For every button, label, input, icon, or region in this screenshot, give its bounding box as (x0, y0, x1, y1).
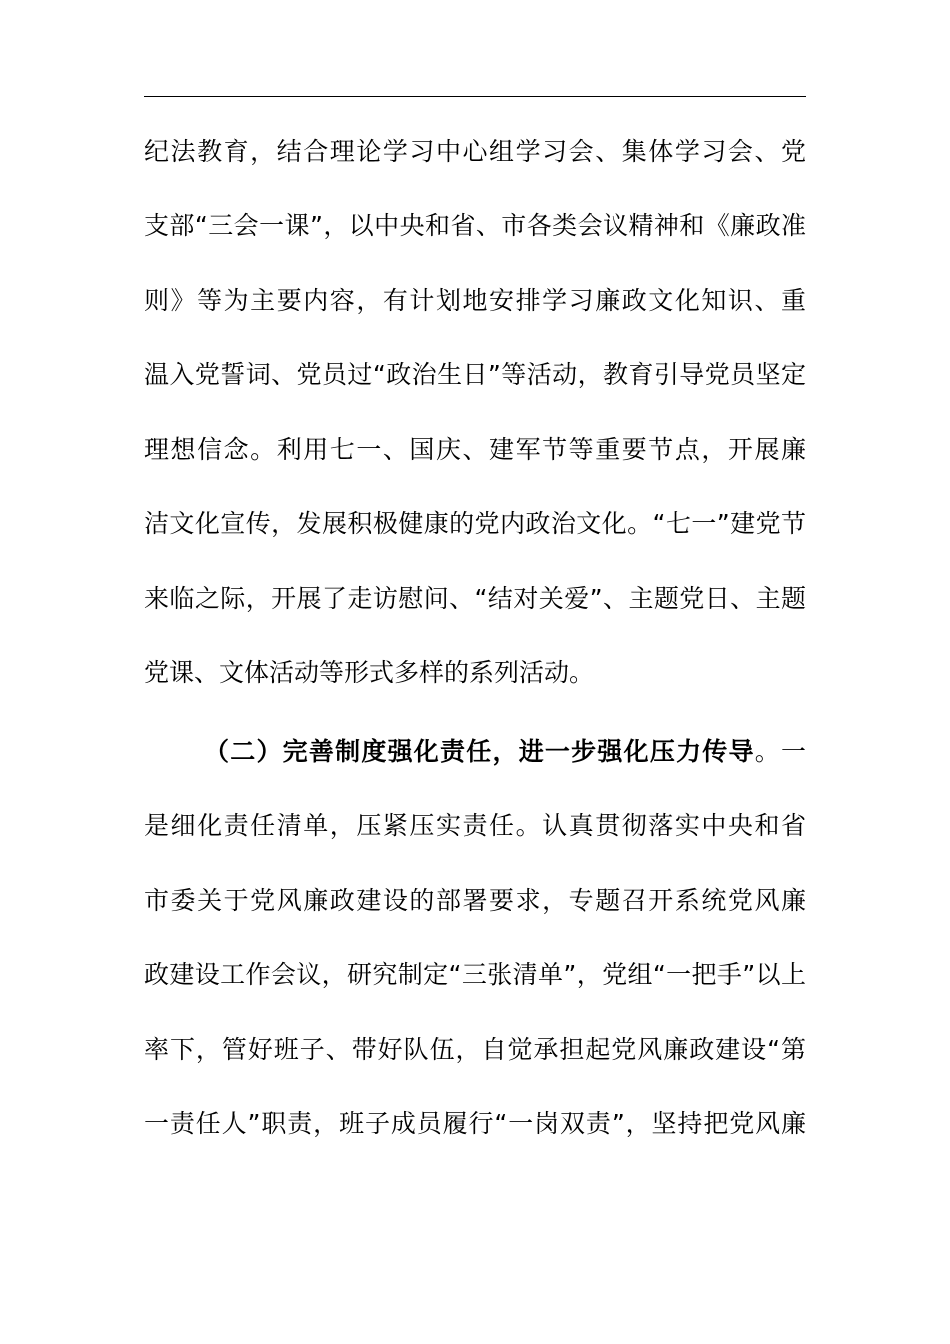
text-line: 党课、文体活动等形式多样的系列活动。 (144, 658, 595, 687)
text-line: 一责任人”职责，班子成员履行“一岗双责”，坚持把党风廉 (144, 1109, 806, 1138)
text-line: 市委关于党风廉政建设的部署要求，专题召开系统党风廉 (144, 886, 806, 915)
section-heading: （二）完善制度强化责任，进一步强化压力传导 (204, 737, 755, 766)
text-line: 是细化责任清单，压紧压实责任。认真贯彻落实中央和省 (144, 811, 806, 840)
text-line: 理想信念。利用七一、国庆、建军节等重要节点，开展廉 (144, 435, 806, 464)
text-line: 洁文化宣传，发展积极健康的党内政治文化。“七一”建党节 (144, 509, 806, 538)
text-line: 则》等为主要内容，有计划地安排学习廉政文化知识、重 (144, 286, 806, 315)
text-line: 纪法教育，结合理论学习中心组学习会、集体学习会、党 (144, 137, 806, 166)
section-heading-tail: 。一 (754, 737, 806, 766)
section-heading-line (204, 735, 806, 769)
text-line: 率下，管好班子、带好队伍，自觉承担起党风廉政建设“第 (144, 1035, 806, 1064)
text-line: 支部“三会一课”，以中央和省、市各类会议精神和《廉政准 (144, 211, 806, 240)
text-line: 温入党誓词、党员过“政治生日”等活动，教育引导党员坚定 (144, 360, 806, 389)
text-line: 来临之际，开展了走访慰问、“结对关爱”、主题党日、主题 (144, 584, 806, 613)
text-line: 政建设工作会议，研究制定“三张清单”，党组“一把手”以上 (144, 960, 806, 989)
header-rule (144, 96, 806, 97)
